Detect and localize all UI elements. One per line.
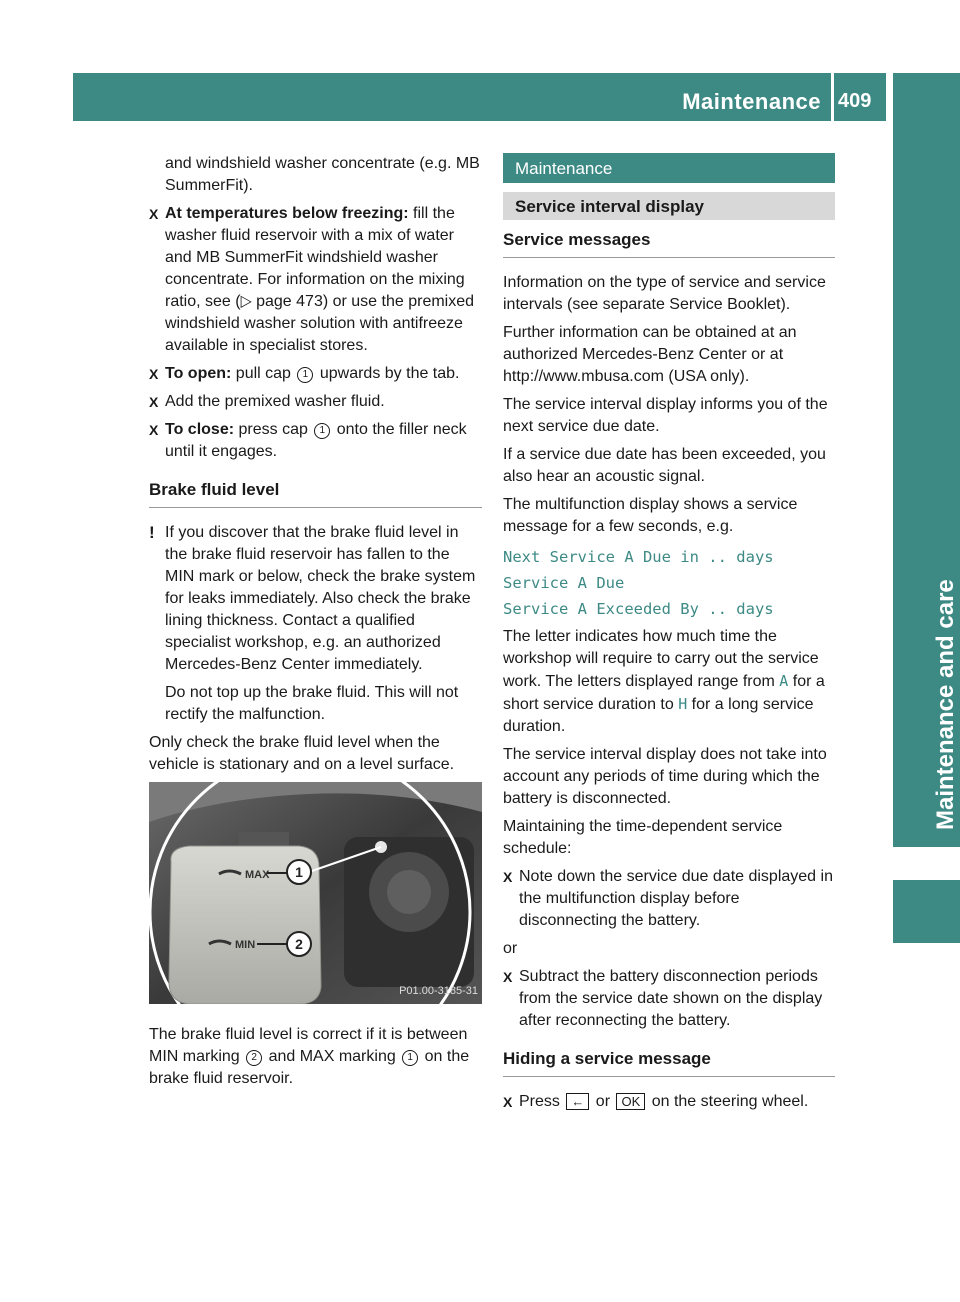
step-freezing-text: fill the washer fluid reservoir with a mix of water and MB SummerFit windshield washer concentrate. For information on the mixing ratio, see (▷ page 473) or use the premixed windshield washer solution with antifreeze available in specialist stores.	[165, 205, 475, 354]
step-note-text: Note down the service due date displayed in the multifunction display before disconnecting the battery.	[519, 868, 833, 929]
step-note	[503, 866, 835, 932]
display-message-1: Next Service A Due in .. days	[503, 548, 774, 566]
step-open-bold: To open:	[165, 365, 232, 382]
or-text: or	[503, 940, 518, 957]
paragraph-8: Maintaining the time-dependent service schedule:	[503, 818, 783, 857]
paragraph-6	[503, 626, 835, 738]
step-open-text-b: upwards by the tab.	[315, 365, 460, 382]
warning-text: If you discover that the brake fluid level in the brake fluid reservoir has fallen to the MIN mark or below, check the brake system for leaks immediately. Also check the brake lining thickness. Contact a qualified specialist workshop, e.g. an authorized Mercedes-Benz Center immediately.	[165, 524, 476, 673]
paragraph-4: If a service due date has been exceeded, you also hear an acoustic signal.	[503, 446, 826, 485]
paragraph-6-b: for a short service duration to	[503, 673, 825, 713]
step-subtract	[503, 966, 835, 1032]
engine-bay-illustration	[149, 782, 482, 1004]
callout-1: 1	[295, 864, 303, 880]
step-add-text: Add the premixed washer fluid.	[165, 393, 385, 410]
step-open	[149, 363, 482, 385]
step-close-text-a: press cap	[234, 421, 313, 438]
step-arrow-icon: X	[149, 394, 159, 410]
heading-hiding-message: Hiding a service message	[503, 1038, 835, 1077]
step-freezing-bold: At temperatures below freezing:	[165, 205, 409, 222]
paragraph-6-c: for a long service duration.	[503, 696, 814, 735]
heading-brake-fluid: Brake fluid level	[149, 469, 482, 508]
step-arrow-icon: X	[503, 969, 513, 985]
warning-text-2: Do not top up the brake fluid. This will not rectify the malfunction.	[165, 684, 459, 723]
step-arrow-icon: X	[503, 1094, 513, 1110]
paragraph-3: The service interval display informs you of the next service due date.	[503, 396, 828, 435]
step-arrow-icon: X	[503, 869, 513, 885]
step-freezing	[149, 203, 482, 357]
back-key-icon: ←	[566, 1093, 589, 1110]
press-text-a: Press	[519, 1093, 565, 1110]
callout-2-icon: 2	[246, 1050, 262, 1066]
header-bar	[73, 73, 886, 121]
callout-2: 2	[295, 936, 303, 952]
paragraph-2: Further information can be obtained at an authorized Mercedes-Benz Center or at http://www.mbusa.com (USA only).	[503, 324, 797, 385]
section-title: Maintenance	[682, 89, 821, 114]
callout-1-icon: 1	[402, 1050, 418, 1066]
letter-a: A	[779, 672, 789, 690]
paragraph-5: The multifunction display shows a service message for a few seconds, e.g.	[503, 496, 798, 535]
step-add	[149, 391, 482, 413]
right-column	[503, 153, 835, 1119]
page-number: 409	[838, 90, 872, 112]
callout-1-icon: 1	[297, 367, 313, 383]
header-divider	[831, 73, 834, 121]
paragraph-7: The service interval display does not take into account any periods of time during which the battery is disconnected.	[503, 746, 827, 807]
step-arrow-icon: X	[149, 206, 159, 222]
warning-icon: !	[149, 523, 155, 542]
letter-h: H	[678, 695, 688, 713]
brake-fluid-photo	[149, 782, 482, 1004]
display-message-3: Service A Exceeded By .. days	[503, 600, 774, 618]
step-close-text-b: onto the filler neck until it engages.	[165, 421, 467, 460]
press-text-or: or	[591, 1093, 615, 1110]
step-subtract-text: Subtract the battery disconnection periods from the service date shown on the display after reconnecting the battery.	[519, 968, 823, 1029]
check-text: Only check the brake fluid level when the vehicle is stationary and on a level surface.	[149, 734, 455, 773]
correct-level-text	[149, 1024, 482, 1090]
section-bar-maintenance: Maintenance	[503, 153, 835, 183]
heading-service-messages: Service messages	[503, 229, 835, 258]
paragraph-6-a: The letter indicates how much time the workshop will require to carry out the service work. The letters displayed range from	[503, 628, 819, 690]
step-open-text-a: pull cap	[231, 365, 296, 382]
press-text-b: on the steering wheel.	[647, 1093, 809, 1110]
step-close-bold: To close:	[165, 421, 235, 438]
warning-box	[149, 522, 482, 726]
step-press	[503, 1091, 835, 1113]
side-tab-marker	[893, 880, 960, 943]
correct-text-c: on the brake fluid reservoir.	[149, 1048, 470, 1087]
min-marking-label: MIN	[235, 939, 256, 951]
left-column	[149, 153, 482, 1096]
step-arrow-icon: X	[149, 366, 159, 382]
correct-text-a: The brake fluid level is correct if it is between MIN marking	[149, 1026, 468, 1065]
step-arrow-icon: X	[149, 422, 159, 438]
correct-text-b: and MAX marking	[264, 1048, 401, 1065]
max-marking-label: MAX	[245, 869, 270, 881]
ok-key-icon: OK	[616, 1093, 645, 1110]
intro-text: and windshield washer concentrate (e.g. MB SummerFit).	[165, 155, 480, 194]
callout-1-icon: 1	[314, 423, 330, 439]
side-tab-label-wrap	[900, 450, 960, 830]
display-message-2: Service A Due	[503, 574, 625, 592]
paragraph-1: Information on the type of service and service intervals (see separate Service Booklet).	[503, 274, 826, 313]
step-close	[149, 419, 482, 463]
subsection-bar-service-interval: Service interval display	[503, 192, 835, 220]
photo-reference: P01.00-3185-31	[399, 985, 478, 997]
side-tab-label: Maintenance and care	[932, 579, 959, 830]
